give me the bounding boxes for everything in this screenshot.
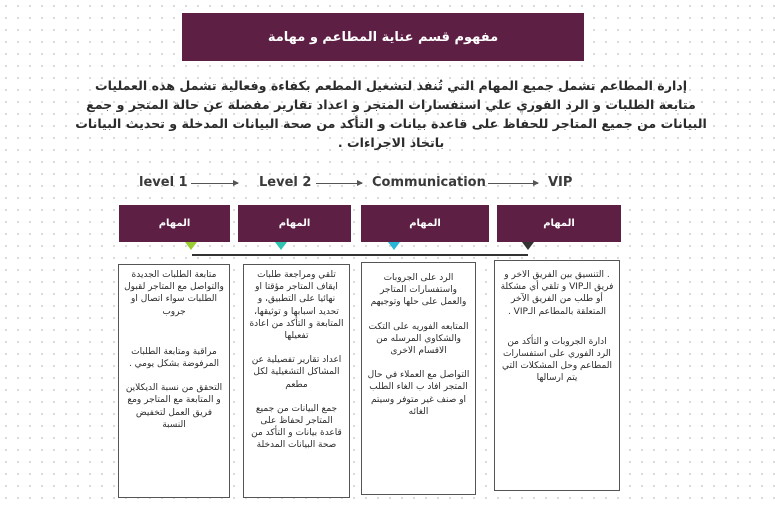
intro-paragraph: إدارة المطاعم تشمل جميع المهام التي تُنفذ لتشغيل المطعم بكفاءة وفعالية تشمل هذه العمليات متابعة الطلبات و الرد الفوري علي استفسارات المتجر و اعداد تقارير مفصلة عن حالة المتجر و جمع البيانات من جميع المتاجر للحفاظ على قاعدة بيانات و التأكد من صحة البيانات المدخلة و تحديث البيانات باتخاذ الاجراءات . <box>75 78 707 150</box>
flow-arrow-3 <box>488 183 538 184</box>
task-item: مراقبة ومتابعة الطلبات المرفوضة بشكل يومي . <box>128 346 220 370</box>
tasks-list-level-2 <box>243 264 350 498</box>
tasks-list-vip <box>494 260 620 491</box>
marker-vip <box>522 242 534 250</box>
connector-line <box>192 254 528 256</box>
flow-arrow-1 <box>191 183 238 184</box>
tasks-header-level-1: المهام <box>119 205 230 242</box>
flow-arrow-2 <box>316 183 362 184</box>
task-item: جمع البيانات من جميع المتاجر لحفاظ على قاعدة بيانات و التأكد من صحة البيانات المدخلة <box>251 403 342 451</box>
tasks-list-communication <box>361 262 476 495</box>
marker-level-2 <box>275 242 287 250</box>
tasks-header-vip: المهام <box>497 205 621 242</box>
task-item: المتابعه الفوريه على التكت والشكاوي المرسله من الاقسام الاخرى <box>368 321 469 357</box>
task-item: التحقق من نسبة الديكلاين و المتابعة مع المتاجر ومع فريق العمل لتخفيض النسبة <box>125 383 223 430</box>
page-title: مفهوم قسم عناية المطاعم و مهامة <box>182 13 584 61</box>
level-2-label: Level 2 <box>259 175 312 190</box>
task-item: ادارة الجروبات و التأكد من الرد الفوري على استفسارات المطاعم وحل المشكلات التي يتم ارسالها <box>502 336 612 384</box>
task-item: تلقي ومراجعة طلبات ايقاف المتاجر مؤقتا او نهائيا على التطبيق، و تحديد اسبابها و توثيقها، المتابعة و التأكد من اعادة تفعيلها <box>249 270 344 342</box>
tasks-header-communication: المهام <box>361 205 489 242</box>
tasks-list-level-1 <box>118 264 230 498</box>
marker-communication <box>388 242 400 250</box>
task-item: . التنسيق بين الفريق الاخر و فريق الـVIP و تلقي أي مشكلة أو طلب من الفريق الآخر المتعلقة بالمطاعم الـVIP . <box>500 270 614 317</box>
vip-label: VIP <box>548 175 573 190</box>
task-item: متابعة الطلبات الجديدة والتواصل مع المتاجر لقبول الطلبات سواء اتصال او جروب <box>124 270 224 317</box>
tasks-header-level-2: المهام <box>238 205 351 242</box>
task-item: اعداد تقارير تفصيلية عن المشاكل التشغيلية لكل مطعم <box>251 355 342 390</box>
marker-level-1 <box>185 242 197 250</box>
task-item: التواصل مع العملاء في حال المتجر افاد ب الغاء الطلب او صنف غير متوفر وسيتم الغائه <box>367 370 470 417</box>
level-1-label: level 1 <box>139 175 188 190</box>
task-item: الرد على الجروبات واستفسارات المتاجر والعمل على حلها وتوجيهم <box>370 273 467 308</box>
communication-label: Communication <box>372 175 486 190</box>
